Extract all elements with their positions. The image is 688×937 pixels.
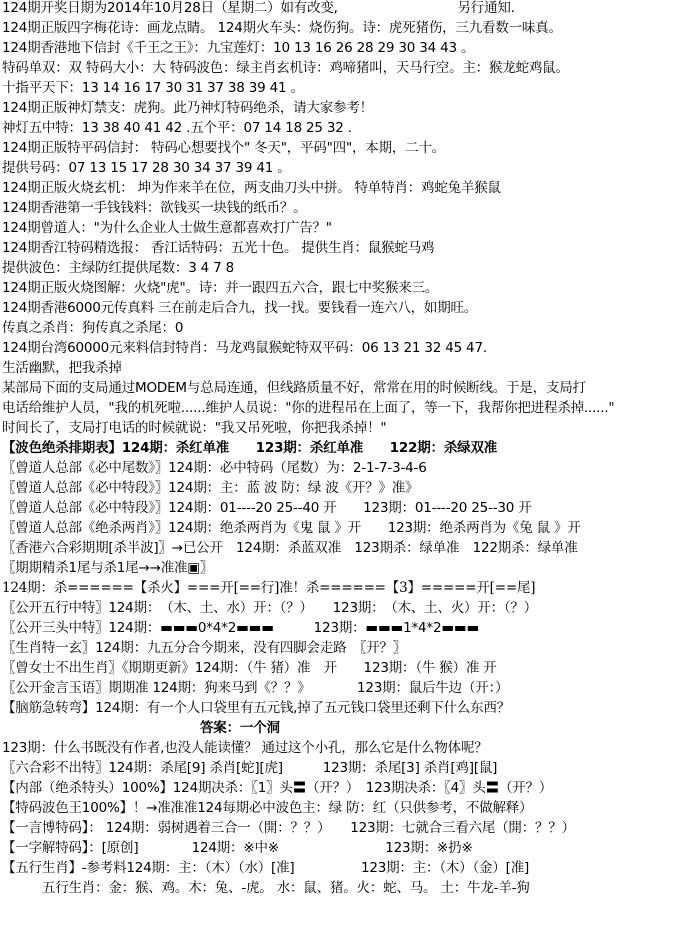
kill-half-wave-line: 〖香港六合彩期期[杀半波]〗→已公开 124期：杀蓝双准 123期杀：绿单准 122期杀：绿单准 [2, 540, 578, 556]
five-elements-line: 〖公开五行中特〗124期： （木、土、水）开：（？） 123期： （木、土、火）开：（？） [2, 600, 538, 616]
internal-kill-head-line: 【内部（绝杀特头）100%】124期决杀：〖1〗头〓（开？） 123期决杀：〖4〗头〓（开？） [2, 780, 553, 796]
tsang-tao-yan-line: 124期曾道人："为什么企业人士做生意都喜欢打广告？" [2, 220, 332, 236]
must-hit-tail-line: 〖曾道人总部《必中尾数》〗124期：必中特码（尾数）为：2-1-7-3-4-6 [2, 460, 427, 476]
ten-fingers-line: 十指平天下：13 14 16 17 30 31 37 38 39 41 。 [2, 80, 304, 96]
kill-fire-line: 124期：杀======【杀火】===开[==行]准！杀======【3】=====开[==尾] [2, 580, 536, 596]
five-element-legend-line: 五行生肖：金：猴、鸡。木：兔、-虎。 水：鼠、猪。火：蛇、马。 土：牛龙-羊-狗 [2, 880, 530, 896]
humor-paragraph-line-2: 电话给维护人员，"我的机死啦......维护人员说："你的进程吊在上面了，等一下，我帮你把进程杀掉......" [2, 400, 615, 416]
provided-color-tail-line: 提供波色：主绿防红提供尾数：3 4 7 8 [2, 260, 235, 276]
five-element-zodiac-line: 【五行生肖】-参考料124期：主：（木）（水）[准] 123期：主：（木）（金）[准] [2, 860, 530, 876]
color-king-line: 【特码波色王100%】！→准准准124每期必中波色主：绿 防：红（只供参考，不做解释） [2, 800, 533, 816]
magic-lamp-ban-line: 124期正版神灯禁支：虎狗。此乃神灯特码绝杀，请大家参考！ [2, 100, 373, 116]
brain-teaser-answer: 答案：一个洞 [200, 720, 280, 736]
fax-material-line: 124期香港6000元传真料 三在前走后合九，找一找。要钱看一连六八，如期旺。 [2, 300, 478, 316]
special-flat-envelope-line: 124期正版特平码信封： 特码心想要找个" 冬天"，平码"四"，本期，二十。 [2, 140, 446, 156]
color-kill-schedule-line: 【波色绝杀排期表】124期：杀红单准 123期：杀红单准 122期：杀绿双准 [2, 440, 498, 456]
one-char-special-line: 【一字解特码】：[原创] 124期：※中※ 123期：※扔※ [2, 840, 473, 856]
riddle-123-line: 123期：什么书既没有作者,也没人能读懂？ 通过这个小孔，那么它是什么物体呢？ [2, 740, 488, 756]
humor-paragraph-line-1: 某部局下面的支局通过MODEM与总局连通，但线路质量不好，常常在用的时候断线。于是，支局打 [2, 380, 586, 396]
no-show-special-line: 〖六合彩不出特〗124期：杀尾[9] 杀肖[蛇][虎] 123期：杀尾[3] 杀肖[鸡][鼠] [2, 760, 498, 776]
fire-burn-diagram-line: 124期正版火烧图解：火烧"虎"。诗：并一跟四五六合，跟七中奖猴来三。 [2, 280, 439, 296]
ms-tsang-zodiac-line: 〖曾女士不出生肖〗《期期更新》124期：（牛 猪）准 开 123期：（牛 猴）准 开 [2, 660, 497, 676]
magic-lamp-numbers-line: 神灯五中特：13 38 40 41 42 .五个平：07 14 18 25 32 . [2, 120, 352, 136]
draw-date-notice: 124期开奖日期为2014年10月28日（星期二）如有改变, 另行通知. [2, 0, 515, 16]
provided-numbers-line: 提供号码：07 13 15 17 28 30 34 37 39 41 。 [2, 160, 291, 176]
three-heads-line: 〖公开三头中特〗124期：▬▬▬0*4*2▬▬▬ 123期：▬▬▬1*4*2▬▬▬ [2, 620, 480, 636]
one-word-special-line: 【一言博特码】： 124期：弱树遇着三合一（開：？？） 123期：七就合三看六尾（開：？？） [2, 820, 575, 836]
special-code-properties-line: 特码单双：双 特码大小：大 特码波色：绿主肖玄机诗：鸡啼猪叫，天马行空。主：猴龙蛇鸡鼠。 [2, 60, 569, 76]
humor-title: 生活幽默，把我杀掉 [2, 360, 122, 376]
plum-blossom-poem-line: 124期正版四字梅花诗：画龙点睛。 124期火车头：烧伤狗。诗：虎死猪伤，三九看数一味真。 [2, 20, 562, 36]
kill-two-zodiac-line: 〖曾道人总部《绝杀两肖》〗124期：绝杀两肖为《鬼 鼠 》开 123期：绝杀两肖为《兔 鼠 》开 [2, 520, 581, 536]
hongkong-envelope-line: 124期香港地下信封《千王之王》：九宝莲灯：10 13 16 26 28 29 30 34 43 。 [2, 40, 475, 56]
heung-kong-selection-line: 124期香江特码精选报： 香江话特码：五光十色。 提供生肖：鼠猴蛇马鸡 [2, 240, 435, 256]
fire-burn-mystery-line: 124期正版火烧玄机： 坤为作来羊在位，两支曲刀头中拼。 特单特肖：鸡蛇兔羊猴鼠 [2, 180, 501, 196]
hongkong-first-hand-line: 124期香港第一手钱钱料：欲钱买一块钱的纸币？。 [2, 200, 307, 216]
zodiac-mystery-line: 〖生肖特一玄〗124期：九五分合今期来，没有四脚会走路 〖开？〗 [2, 640, 407, 656]
humor-paragraph-line-3: 时间长了，支局打电话的时候就说："我又吊死啦，你把我杀掉！" [2, 420, 387, 436]
golden-words-line: 〖公开金言玉语〗期期准 124期：狗来马到《？？》 123期：鼠后牛边（开：） [2, 680, 509, 696]
must-hit-color-line: 〖曾道人总部《必中特段》〗124期：主：蓝 波 防：绿 波《开？》准》 [2, 480, 419, 496]
taiwan-envelope-line: 124期台湾60000元来料信封特肖：马龙鸡鼠猴蛇特双平码：06 13 21 32 45 47. [2, 340, 487, 356]
kill-tail-heading: 〖期期精杀1尾与杀1尾→→准准▣〗 [2, 560, 214, 576]
must-hit-range-line: 〖曾道人总部《必中特段》〗124期：01----20 25--40 开 123期：01----20 25--30 开 [2, 500, 532, 516]
fax-kill-line: 传真之杀肖：狗传真之杀尾：0 [2, 320, 184, 336]
brain-teaser-question: 【脑筋急转弯】124期：有一个人口袋里有五元钱,掉了五元钱口袋里还剩下什么东西？ [2, 700, 511, 716]
